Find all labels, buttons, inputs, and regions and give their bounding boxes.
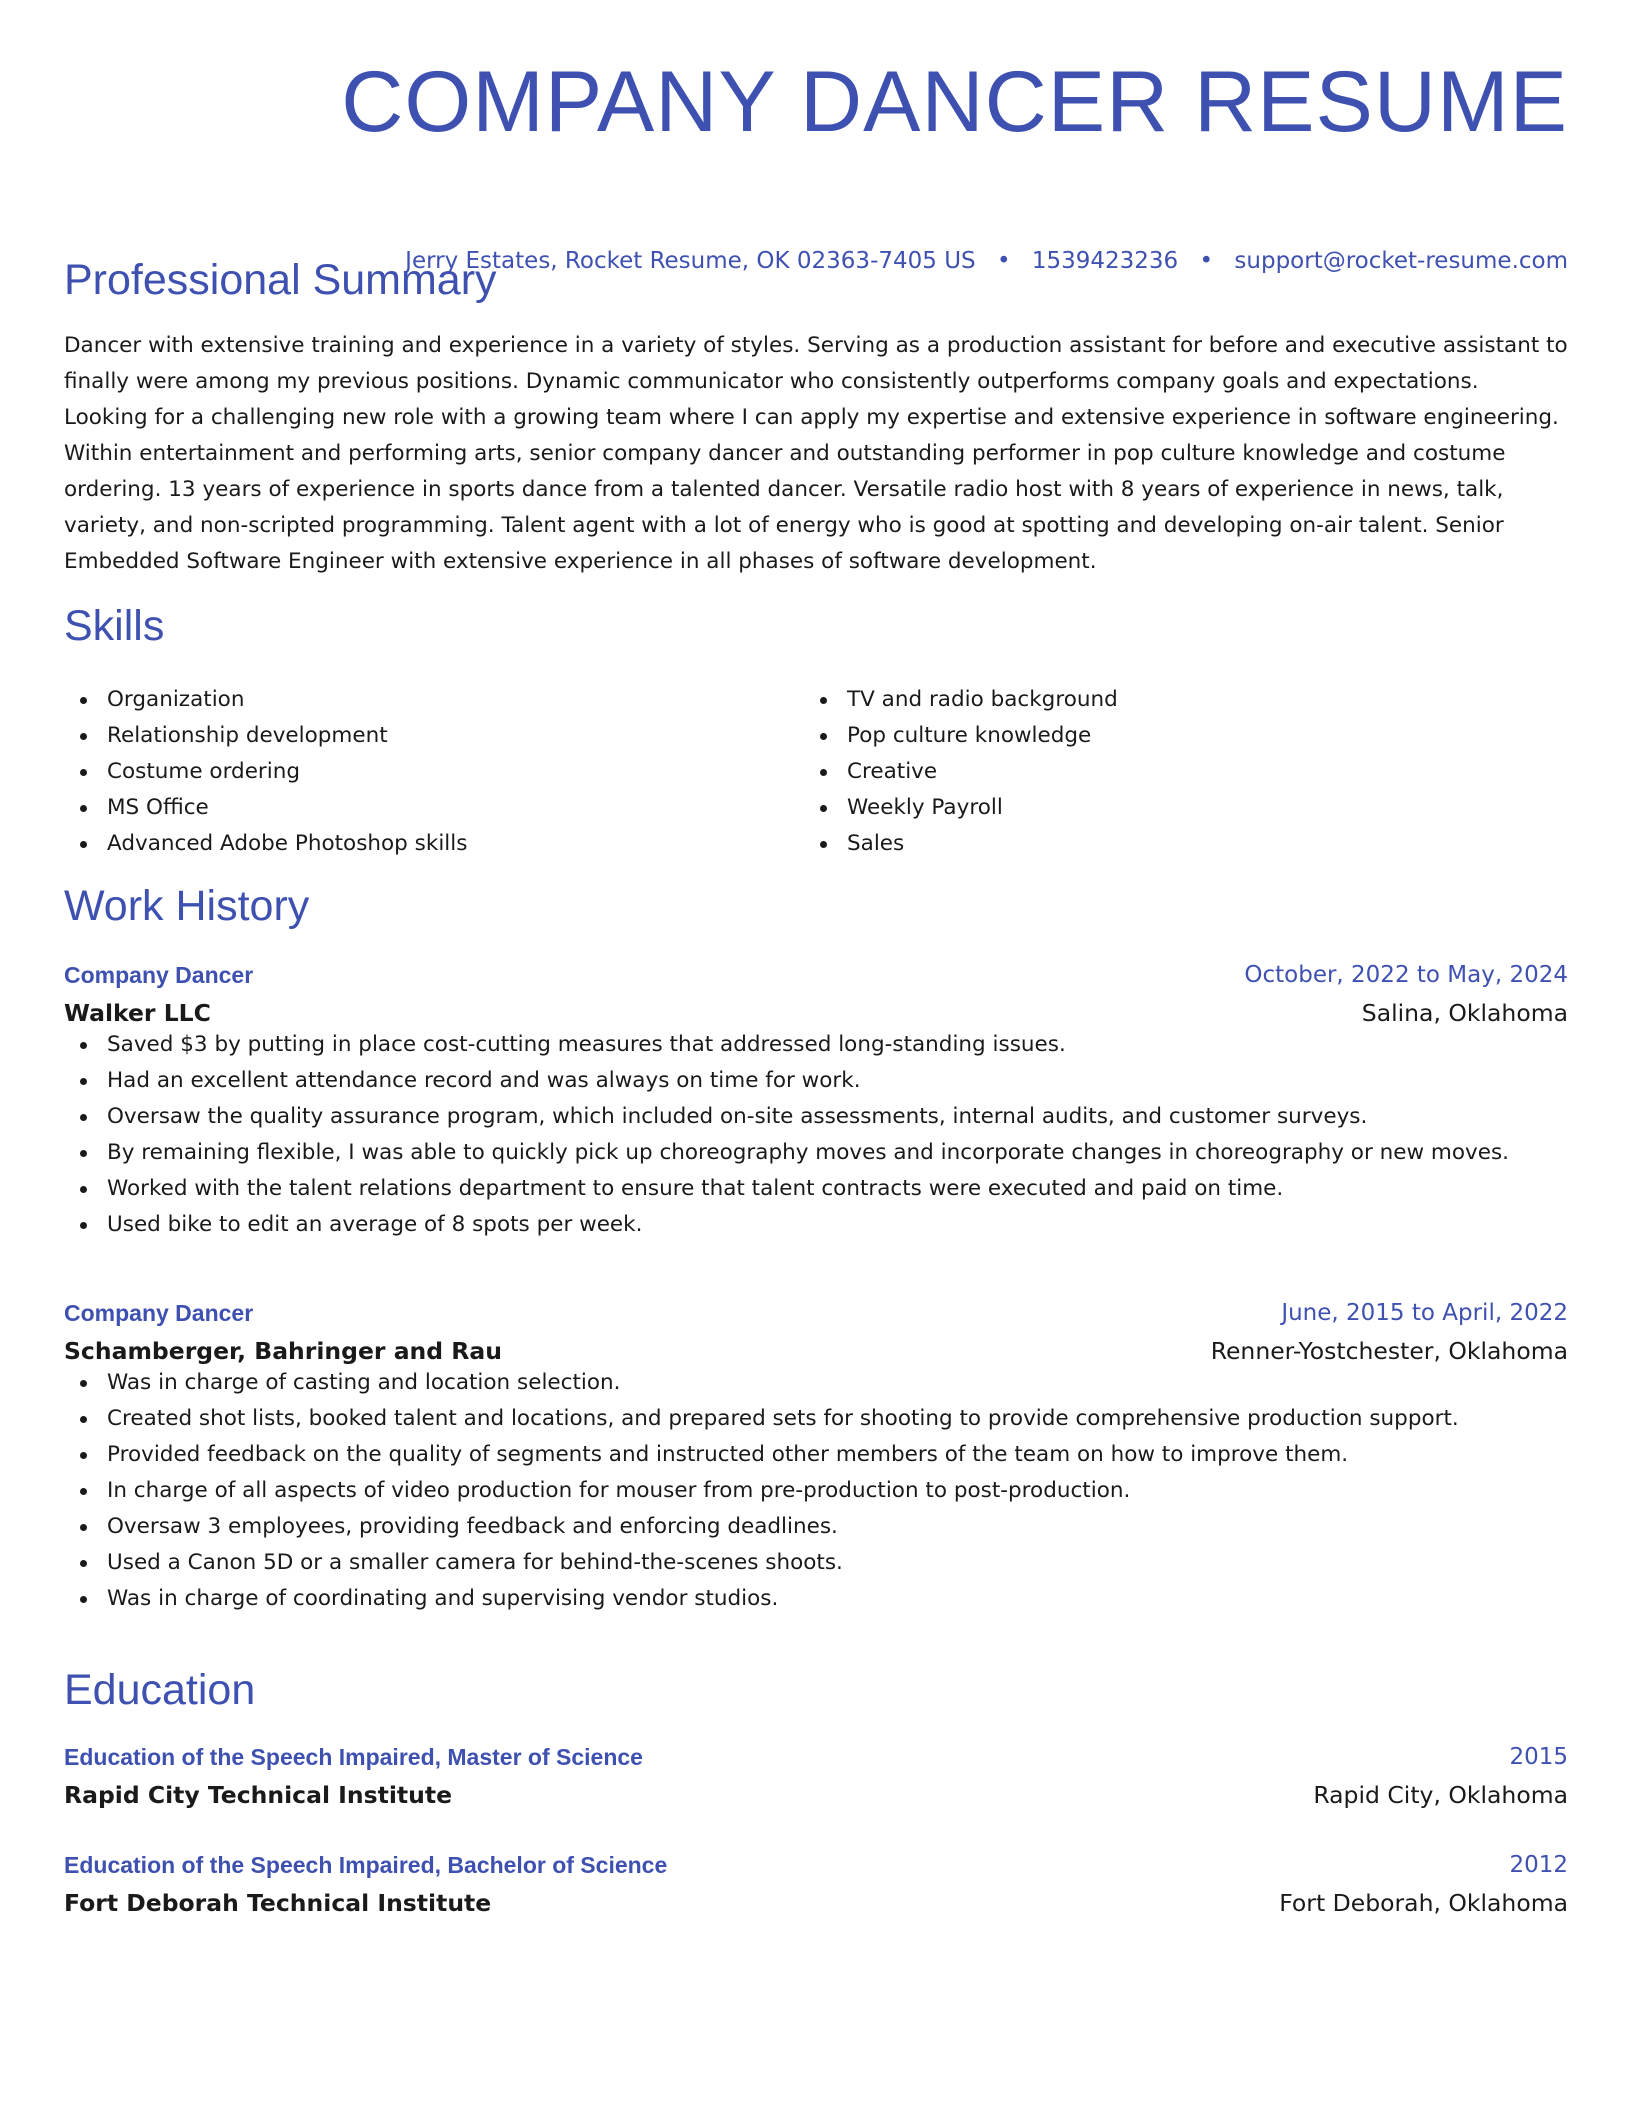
education-degree: Education of the Speech Impaired, Bachelor of Science — [64, 1852, 668, 1878]
summary-text: Dancer with extensive training and experience in a variety of styles. Serving as a production assistant for before and executive assistant to finally were among my previous positions. Dynamic communicator who consistently outperforms company goals and expectations. Looking for a challenging new role with a growing team where I can apply my expertise and extensive experience in software engineering. Within entertainment and performing arts, senior company dancer and outstanding performer in pop culture knowledge and costume ordering. 13 years of experience in sports dance from a talented dancer. Versatile radio host with 8 years of experience in news, talk, variety, and non-scripted programming. Talent agent with a lot of energy who is good at spotting and developing on-air talent. Senior Embedded Software Engineer with extensive experience in all phases of software development. — [64, 333, 1568, 574]
list-item: Had an excellent attendance record and was always on time for work. — [64, 1063, 1568, 1099]
job-entry — [64, 962, 1568, 1243]
skill-item: Pop culture knowledge — [804, 718, 1544, 754]
job-dates: June, 2015 to April, 2022 — [1281, 1300, 1568, 1326]
education-entry — [64, 1744, 1568, 1809]
job-bullets — [64, 1365, 1568, 1617]
education-heading: Education — [64, 1666, 256, 1714]
job-company: Walker LLC — [64, 999, 211, 1027]
list-item: Was in charge of coordinating and supervising vendor studios. — [64, 1581, 1568, 1617]
skills-column-left — [64, 682, 804, 862]
list-item: Provided feedback on the quality of segments and instructed other members of the team on how to improve them. — [64, 1437, 1568, 1473]
skill-item: Sales — [804, 826, 1544, 862]
contact-address: Jerry Estates, Rocket Resume, OK 02363-7405 US — [405, 248, 976, 274]
skill-item: Weekly Payroll — [804, 790, 1544, 826]
skill-item: Organization — [64, 682, 804, 718]
education-location: Rapid City, Oklahoma — [1313, 1781, 1568, 1809]
education-year: 2015 — [1509, 1744, 1568, 1770]
education-year: 2012 — [1509, 1852, 1568, 1878]
list-item: Saved $3 by putting in place cost-cutting measures that addressed long-standing issues. — [64, 1027, 1568, 1063]
work-heading: Work History — [64, 882, 310, 930]
skills-heading: Skills — [64, 602, 165, 650]
job-location: Renner-Yostchester, Oklahoma — [1210, 1337, 1568, 1365]
job-role: Company Dancer — [64, 962, 254, 988]
job-company: Schamberger, Bahringer and Rau — [64, 1337, 502, 1365]
job-role: Company Dancer — [64, 1300, 254, 1326]
skill-item: TV and radio background — [804, 682, 1544, 718]
list-item: Used a Canon 5D or a smaller camera for behind-the-scenes shoots. — [64, 1545, 1568, 1581]
job-entry — [64, 1300, 1568, 1617]
job-bullets — [64, 1027, 1568, 1243]
summary-heading: Professional Summary — [64, 256, 497, 304]
skill-item: Costume ordering — [64, 754, 804, 790]
list-item: By remaining flexible, I was able to quickly pick up choreography moves and incorporate changes in choreography or new moves. — [64, 1135, 1568, 1171]
skill-item: Creative — [804, 754, 1544, 790]
contact-line — [405, 248, 1568, 274]
skills-column-right — [804, 682, 1544, 862]
education-school: Fort Deborah Technical Institute — [64, 1889, 492, 1917]
skill-item: Relationship development — [64, 718, 804, 754]
list-item: Was in charge of casting and location selection. — [64, 1365, 1568, 1401]
skill-item: MS Office — [64, 790, 804, 826]
education-school: Rapid City Technical Institute — [64, 1781, 453, 1809]
skills-list — [64, 682, 1568, 862]
skill-item: Advanced Adobe Photoshop skills — [64, 826, 804, 862]
education-entry — [64, 1852, 1568, 1917]
resume-title: COMPANY DANCER RESUME — [341, 54, 1568, 150]
contact-separator: • — [1199, 248, 1214, 274]
list-item: In charge of all aspects of video production for mouser from pre-production to post-production. — [64, 1473, 1568, 1509]
contact-email[interactable]: support@rocket-resume.com — [1234, 248, 1568, 274]
contact-separator: • — [996, 248, 1011, 274]
list-item: Used bike to edit an average of 8 spots per week. — [64, 1207, 1568, 1243]
education-location: Fort Deborah, Oklahoma — [1279, 1889, 1568, 1917]
education-degree: Education of the Speech Impaired, Master of Science — [64, 1744, 643, 1770]
list-item: Created shot lists, booked talent and locations, and prepared sets for shooting to provide comprehensive production support. — [64, 1401, 1568, 1437]
list-item: Oversaw the quality assurance program, which included on-site assessments, internal audits, and customer surveys. — [64, 1099, 1568, 1135]
list-item: Oversaw 3 employees, providing feedback and enforcing deadlines. — [64, 1509, 1568, 1545]
contact-phone: 1539423236 — [1031, 248, 1179, 274]
job-dates: October, 2022 to May, 2024 — [1244, 962, 1568, 988]
list-item: Worked with the talent relations department to ensure that talent contracts were executed and paid on time. — [64, 1171, 1568, 1207]
job-location: Salina, Oklahoma — [1361, 999, 1568, 1027]
